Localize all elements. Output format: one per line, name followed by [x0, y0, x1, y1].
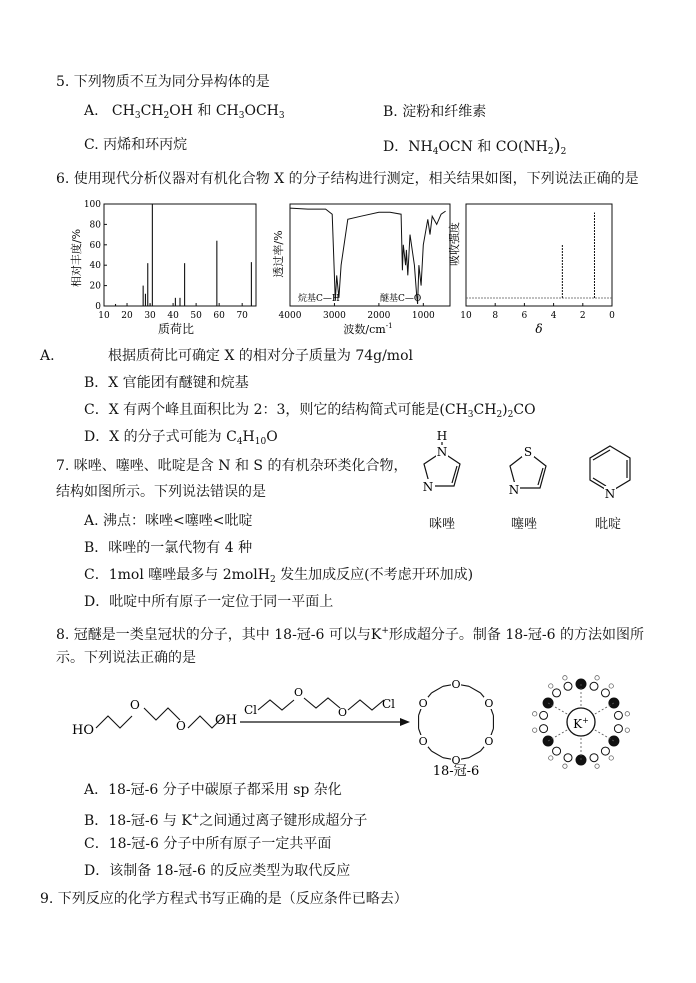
ms-ylabel: 相对丰度/%	[70, 228, 83, 288]
svg-text:N: N	[436, 445, 448, 459]
crown-bond	[432, 686, 443, 693]
crown-bond	[432, 751, 443, 758]
q6-option-a: 根据质荷比可确定 X 的相对分子质量为 74g/mol	[108, 348, 413, 364]
crown-oxygen: O	[418, 697, 428, 710]
pyridine-structure	[578, 436, 642, 504]
nmr-frame	[466, 204, 612, 306]
hydrogen-ball	[533, 728, 537, 732]
crown-oxygen: O	[418, 735, 428, 748]
ms-xtick-label: 70	[236, 311, 248, 321]
svg-text:N: N	[604, 487, 616, 501]
q8-option-c: C．18-冠-6 分子中所有原子一定共平面	[84, 836, 332, 852]
q9-stem: 9. 下列反应的化学方程式书写正确的是（反应条件已略去）	[40, 891, 408, 907]
carbon-ball	[540, 725, 548, 733]
svg-text:O: O	[338, 706, 348, 719]
nmr-ylabel: 吸收强度	[448, 222, 461, 266]
ms-xtick-label: 30	[144, 311, 156, 321]
nmr-xtick-label: 2	[579, 311, 586, 321]
carbon-ball	[553, 747, 561, 755]
ms-ytick-label: 80	[89, 220, 101, 231]
q8-option-a: A．18-冠-6 分子中碳原子都采用 sp 杂化	[84, 782, 342, 798]
ms-xtick-label: 50	[190, 311, 202, 321]
q8-stem-line2: 示。下列说法正确的是	[56, 650, 196, 666]
crown-bond	[469, 751, 480, 758]
crown-oxygen: O	[484, 697, 494, 710]
nmr-xtick-label: 4	[550, 311, 557, 321]
crown-oxygen: O	[451, 754, 461, 767]
mass-spectrum-chart	[64, 194, 264, 339]
hydrogen-ball	[625, 728, 629, 732]
thiazole-label: 噻唑	[510, 517, 537, 532]
svg-text:Cl: Cl	[382, 697, 396, 711]
ir-annotation-ch: 烷基C—H	[298, 294, 340, 304]
q7-option-a: A. 沸点：咪唑<噻唑<吡啶	[84, 513, 253, 529]
ms-xtick-label: 20	[121, 311, 133, 321]
nmr-xtick-label: 0	[609, 311, 615, 321]
q7-option-c: C．1mol 噻唑最多与 2molH$_2$ 发生加成反应(不考虑开环加成)	[84, 567, 474, 585]
svg-text:O: O	[130, 698, 140, 712]
carbon-ball	[564, 754, 572, 762]
carbon-ball	[590, 754, 598, 762]
hydrogen-ball	[549, 684, 553, 688]
ir-xtick-label: 2000	[367, 311, 391, 321]
ms-ytick-label: 100	[83, 200, 101, 210]
hydrogen-ball	[595, 764, 599, 768]
nmr-xlabel: δ	[535, 322, 543, 336]
svg-text:O: O	[294, 686, 304, 699]
q5-option-c: C. 丙烯和环丙烷	[84, 137, 188, 153]
carbon-ball	[590, 682, 598, 690]
hydrogen-ball	[609, 684, 613, 688]
ms-ytick-label: 20	[89, 281, 101, 292]
ir-spectrum-chart	[268, 194, 458, 339]
imidazole-structure	[410, 426, 474, 498]
imidazole-label: 咪唑	[428, 517, 455, 532]
svg-text:OH: OH	[215, 713, 237, 728]
dichloro-reagent	[244, 686, 395, 719]
q7-stem-line1: 7. 咪唑、噻唑、吡啶是含 N 和 S 的有机杂环类化合物，	[56, 458, 408, 474]
q5-option-d: D．$NH_4OCN$ 和 $CO(NH_2)_2$	[383, 135, 567, 157]
ir-xlabel: 波数$/cm^{-1}$	[343, 322, 393, 336]
hydrogen-ball	[533, 712, 537, 716]
hydrogen-ball	[563, 764, 567, 768]
carbon-ball	[540, 711, 548, 719]
svg-text:S: S	[523, 445, 533, 459]
q8-option-b: B．18-冠-6 与 K+之间通过离子键形成超分子	[84, 812, 368, 829]
svg-text:N: N	[422, 480, 434, 494]
q5-stem: 5. 下列物质不互为同分异构体的是	[56, 74, 270, 90]
ir-xtick-label: 1000	[411, 311, 435, 321]
triethylene-glycol	[72, 698, 237, 738]
q6-option-a-label: A.	[40, 348, 55, 364]
q7-stem-line2: 结构如图所示。下列说法错误的是	[56, 484, 266, 500]
carbon-ball	[601, 747, 609, 755]
q7-option-d: D．吡啶中所有原子一定位于同一平面上	[84, 594, 334, 610]
hydrogen-ball	[563, 676, 567, 680]
svg-text:O: O	[176, 719, 186, 733]
nmr-xtick-label: 6	[521, 311, 528, 321]
ms-frame	[104, 204, 256, 306]
q8-option-d: D．该制备 18-冠-6 的反应类型为取代反应	[84, 863, 351, 879]
ms-xtick-label: 60	[213, 311, 225, 321]
q7-option-b: B．咪唑的一氯代物有 4 种	[84, 540, 253, 556]
crown-name: 18-冠-6	[432, 764, 480, 779]
ms-ytick-label: 0	[95, 302, 101, 312]
carbon-ball	[601, 689, 609, 697]
q6-option-d: D．X 的分子式可能为 $C_4H_{10}O$	[84, 429, 278, 447]
ir-frame	[290, 204, 450, 306]
nmr-xtick-label: 10	[460, 311, 472, 321]
nmr-xtick-label: 8	[492, 311, 499, 321]
carbon-ball	[564, 682, 572, 690]
ms-ytick-label: 60	[89, 240, 101, 251]
ms-xtick-label: 10	[98, 311, 110, 321]
carbon-ball	[553, 689, 561, 697]
nmr-chart	[444, 194, 624, 339]
thiazole-structure	[496, 440, 560, 502]
potassium-ion: K+	[573, 716, 589, 731]
hydrogen-ball	[625, 712, 629, 716]
ir-xtick-label: 3000	[322, 311, 346, 321]
carbon-ball	[614, 725, 622, 733]
q8-stem-line1: 8. 冠醚是一类皇冠状的分子，其中 18-冠-6 可以与K+形成超分子。制备 18-冠-6 的方法如图所	[56, 626, 644, 643]
svg-text:Cl: Cl	[244, 703, 258, 717]
svg-text:N: N	[508, 483, 520, 497]
q5-option-b: B. 淀粉和纤维素	[383, 104, 487, 120]
crown-oxygen: O	[451, 678, 461, 691]
hydrogen-ball	[595, 676, 599, 680]
ir-annotation-co: 醚基C—O	[380, 294, 422, 304]
crown-ether-18-6	[418, 678, 494, 767]
crown-oxygen: O	[484, 735, 494, 748]
q6-stem: 6. 使用现代分析仪器对有机化合物 X 的分子结构进行测定，相关结果如图，下列说法正确的是	[56, 171, 639, 187]
ms-xlabel: 质荷比	[157, 322, 195, 336]
crown-ether-reaction-scheme	[60, 672, 640, 782]
ms-ytick-label: 40	[89, 261, 101, 272]
carbon-ball	[614, 711, 622, 719]
ir-series-line	[290, 208, 446, 304]
q6-option-c: C．X 有两个峰且面积比为 2：3，则它的结构简式可能是$(CH_3CH_2)_2CO$	[84, 402, 536, 420]
svg-text:HO: HO	[72, 723, 94, 738]
crown-bond	[469, 686, 480, 693]
q6-option-b: B．X 官能团有醚键和烷基	[84, 375, 249, 391]
pyridine-label: 吡啶	[594, 517, 621, 532]
ir-ylabel: 透过率/%	[272, 230, 285, 278]
ir-xtick-label: 4000	[278, 311, 302, 321]
ms-xtick-label: 40	[167, 311, 179, 321]
q5-option-a: A. $CH_3CH_2OH$ 和 $CH_3OCH_3$	[84, 103, 285, 121]
hydrogen-ball	[609, 756, 613, 760]
svg-text:H: H	[436, 429, 448, 443]
hydrogen-ball	[549, 756, 553, 760]
